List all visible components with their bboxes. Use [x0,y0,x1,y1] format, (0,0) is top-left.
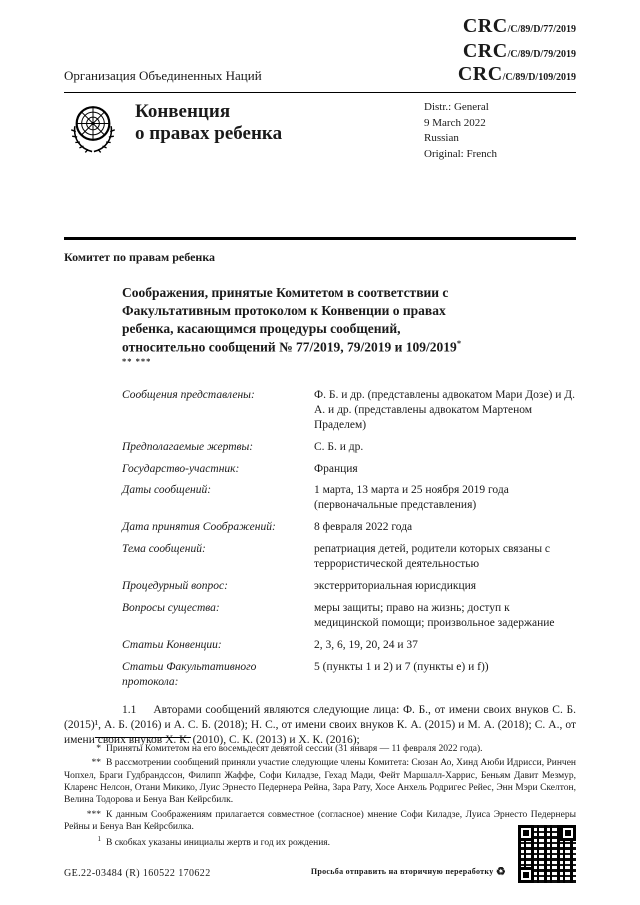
meta-label: Предполагаемые жертвы: [122,440,254,453]
footnote-marker: *** [86,809,101,820]
footnote [64,757,576,806]
footnote-text: В скобках указаны инициалы жертв и год их рождения. [106,838,331,849]
qr-finder-icon [560,825,576,841]
meta-value: 2, 3, 6, 19, 20, 24 и 37 [314,638,418,651]
footnote-text: Приняты Комитетом на его восемьдесят девятой сессии (31 января — 11 февраля 2022 года). [106,744,483,754]
meta-value: 1 марта, 13 марта и 25 ноября 2019 года (первоначальные представления) [314,484,509,512]
recycle-notice [311,865,506,878]
qr-finder-icon [518,825,534,841]
doc-symbol-suffix: /C/89/D/79/2019 [507,48,576,60]
meta-label: Сообщения представлены: [122,388,255,401]
convention-title-line2: о правах ребенка [135,123,283,145]
meta-label: Процедурный вопрос: [122,580,228,593]
document-title-text: Соображения, принятые Комитетом в соответствии с Факультативным протоколом к Конвенции о правах ребенка, касающимся процедуры сообщений, относительно сообщений № 77/2019, 79/2019 и 109/2019 [122,285,457,355]
meta-label: Вопросы существа: [122,602,220,615]
footnote-marker: * [96,744,101,754]
doc-symbol-prefix: CRC [457,63,503,85]
meta-value: С. Б. и др. [314,440,364,453]
qr-code [518,825,576,883]
un-emblem-icon [64,99,122,157]
distr-type: Distr.: General [424,101,489,113]
paragraph-number: 1.1 [122,703,137,716]
footnote-marker: ** [91,758,101,769]
footnote-separator [95,737,191,738]
paragraph-text: Авторами сообщений являются следующие лица: Ф. Б., от имени своих внуков С. Б. (2015)¹, А. Б. (2016) и А. С. Б. (2018); Н. С., от имени своих внуков К. А. (2015) и М. А. (2018); С. А., от имени своих внуков Х. К. (2010), С. К. (2013) и Х. К. (2016); [64,703,576,747]
header-row [64,64,576,89]
meta-value: Ф. Б. и др. (представлены адвокатом Мари Дозе) и Д. А. и др. (представлены адвокатом Мартеном Праделем) [314,388,575,431]
doc-symbol-prefix: CRC [462,39,508,62]
committee-name: Комитет по правам ребенка [64,250,216,264]
distr-language: Russian [424,132,459,145]
doc-symbol-1 [463,16,576,38]
distr-original: Original: French [424,147,498,160]
footnote-marks: * ** *** [122,337,463,367]
meta-label: Статьи Конвенции: [122,638,222,651]
org-name: Организация Объединенных Наций [64,68,262,83]
meta-value: меры защиты; право на жизнь; доступ к медицинской помощи; произвольное задержание [314,602,555,630]
doc-symbol-suffix: /C/89/D/77/2019 [507,24,576,35]
footnote [64,835,576,849]
meta-value: экстерриториальная юрисдикция [314,580,477,593]
meta-label: Тема сообщений: [122,543,206,556]
distribution-block [424,99,576,162]
doc-symbol-prefix: CRC [462,15,508,37]
doc-symbol-3 [458,64,576,86]
document-symbols [463,16,576,65]
recycle-icon: ♻ [495,866,506,878]
meta-value: репатриация детей, родители которых связаны с террористической деятельностью [314,543,551,571]
convention-title [135,99,282,146]
case-metadata-table [122,388,576,690]
main-content [64,284,576,748]
meta-value: 5 (пункты 1 и 2) и 7 (пункты е) и f)) [314,660,489,673]
recycle-text: Просьба отправить на вторичную переработку [310,867,494,876]
footnotes-section [64,737,576,852]
doc-symbol-suffix: /C/89/D/109/2019 [502,72,576,83]
meta-label: Даты сообщений: [122,484,212,497]
ge-number: GE.22-03484 (R) 160522 170622 [64,868,211,879]
section-divider [64,237,576,240]
distr-date: 9 March 2022 [424,116,486,129]
meta-label: Дата принятия Соображений: [122,521,276,534]
qr-finder-icon [518,867,534,883]
meta-value: 8 февраля 2022 года [314,521,413,534]
meta-label: Статьи Факультативного протокола: [122,660,257,688]
meta-label: Государство-участник: [122,462,240,475]
footnote [64,809,576,834]
footnote-marker: 1 [97,835,101,844]
convention-title-line1: Конвенция [135,101,231,122]
meta-value: Франция [314,462,358,475]
footnote [64,743,576,755]
footnote-text: В рассмотрении сообщений приняли участие следующие члены Комитета: Сюзан Ао, Хинд Аюби Идрисси, Ринчен Чопхел, Браги Гудбрандссон, Филипп Жаффе, Софи Киладзе, Гехад Мади, Фейт Маршалл-Харрис, Беньям Давит Мезмур, Кларенс Нелсон, Отани Микико, Луис Эрнесто Педернера Рейна, Зара Рату, Хосе Анхель Родригес Рейес, Энн Мэри Скелтон, Велина Тодорова и Бенуа Ван Кейрсбилк. [64,758,576,806]
footnote-text: К данным Соображениям прилагается совместное (согласное) мнение Софи Киладзе, Луиса Эрнесто Педернеры Рейны и Бенуа Ван Кейрсбилка. [64,809,576,833]
banner [64,99,576,162]
doc-symbol-2 [463,41,576,63]
document-title [122,284,474,375]
header-divider [64,92,576,93]
